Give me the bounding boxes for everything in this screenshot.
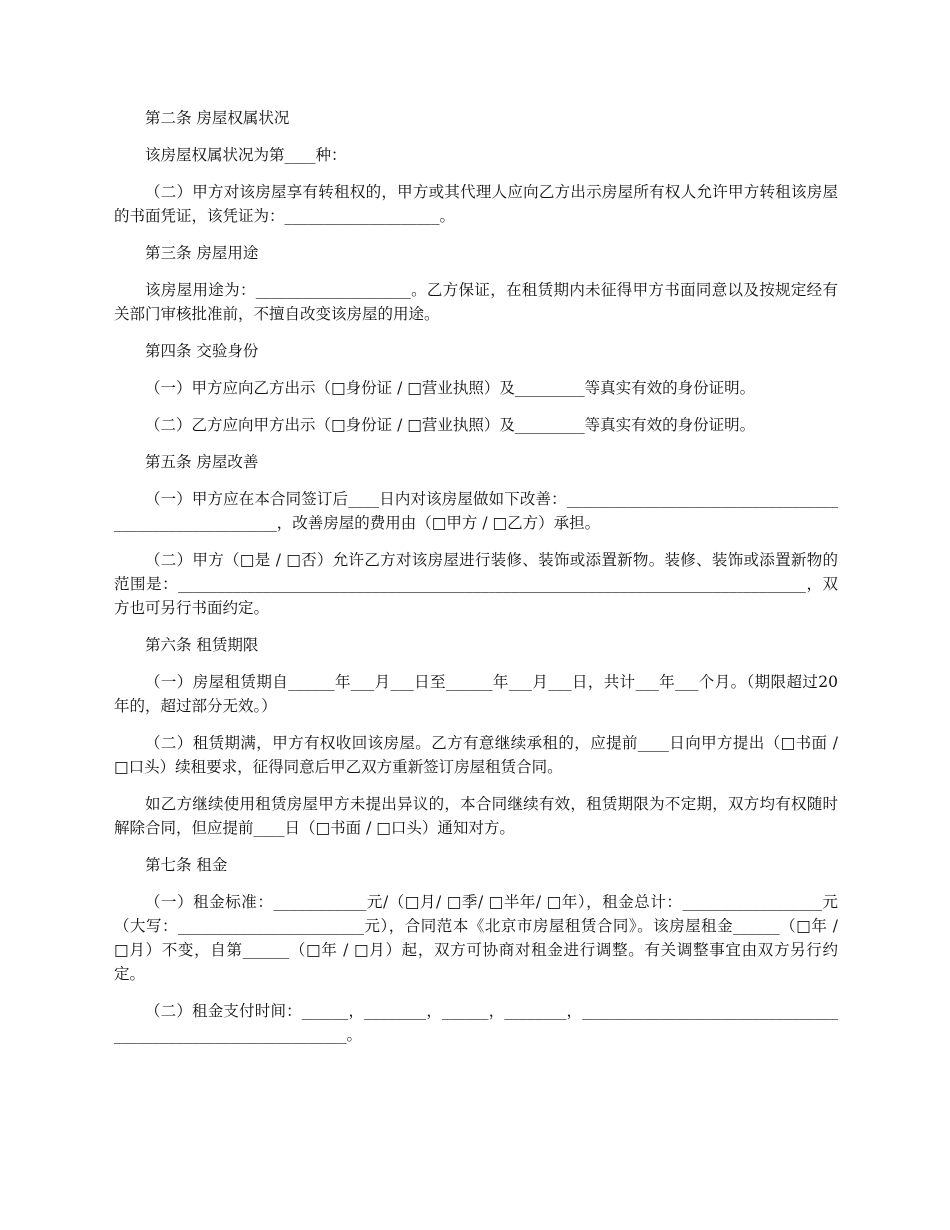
- article-7-paragraph-2: （二）租金支付时间：______，________，______，________，_______________________________________________________________。: [114, 1002, 838, 1044]
- article-4-heading: 第四条 交验身份: [145, 342, 259, 360]
- article-4-paragraph-2: （二）乙方应向甲方出示（□身份证 / □营业执照）及_________等真实有效的身份证明。: [145, 416, 756, 434]
- article-3-paragraph-1: 该房屋用途为：____________________。乙方保证，在租赁期内未征得甲方书面同意以及按规定经有关部门审核批准前，不擅自改变该房屋的用途。: [114, 281, 838, 323]
- document-body: [114, 106, 843, 1060]
- article-2-heading: 第二条 房屋权属状况: [145, 109, 290, 127]
- article-5-heading: 第五条 房屋改善: [145, 453, 259, 471]
- article-7-heading: 第七条 租金: [145, 856, 228, 874]
- article-6-heading: 第六条 租赁期限: [145, 636, 259, 654]
- article-6-paragraph-1: （一）房屋租赁期自______年___月___日至______年___月___日，共计___年___个月。（期限超过20年的，超过部分无效。）: [114, 673, 838, 715]
- article-5-paragraph-2: （二）甲方（□是 / □否）允许乙方对该房屋进行装修、装饰或添置新物。装修、装饰或添置新物的范围是：_________________________________________________________________________________，双方也可另行书面约定。: [114, 551, 838, 617]
- article-5-paragraph-1: （一）甲方应在本合同签订后____日内对该房屋做如下改善：________________________________________________________，改善房屋的费用由（□甲方 / □乙方）承担。: [114, 490, 838, 532]
- article-2-paragraph-1: 该房屋权属状况为第____种：: [145, 146, 347, 164]
- article-2-paragraph-2: （二）甲方对该房屋享有转租权的，甲方或其代理人应向乙方出示房屋所有权人允许甲方转租该房屋的书面凭证，该凭证为：____________________。: [114, 183, 838, 225]
- article-4-paragraph-1: （一）甲方应向乙方出示（□身份证 / □营业执照）及_________等真实有效的身份证明。: [145, 379, 756, 397]
- article-3-heading: 第三条 房屋用途: [145, 244, 259, 262]
- article-6-paragraph-2: （二）租赁期满，甲方有权收回该房屋。乙方有意继续承租的，应提前____日向甲方提出（□书面 / □口头）续租要求，征得同意后甲乙双方重新签订房屋租赁合同。: [114, 734, 843, 776]
- article-7-paragraph-1: （一）租金标准：____________元/（□月/ □季/ □半年/ □年），租金总计：__________________元（大写：________________________元），合同范本《北京市房屋租赁合同》。该房屋租金______（□年 / □月）不变，自第______（□年 / □月）起，双方可协商对租金进行调整。有关调整事宜由双方另行约定。: [114, 893, 843, 983]
- article-6-paragraph-3: 如乙方继续使用租赁房屋甲方未提出异议的，本合同继续有效，租赁期限为不定期，双方均有权随时解除合同，但应提前____日（□书面 / □口头）通知对方。: [114, 795, 838, 837]
